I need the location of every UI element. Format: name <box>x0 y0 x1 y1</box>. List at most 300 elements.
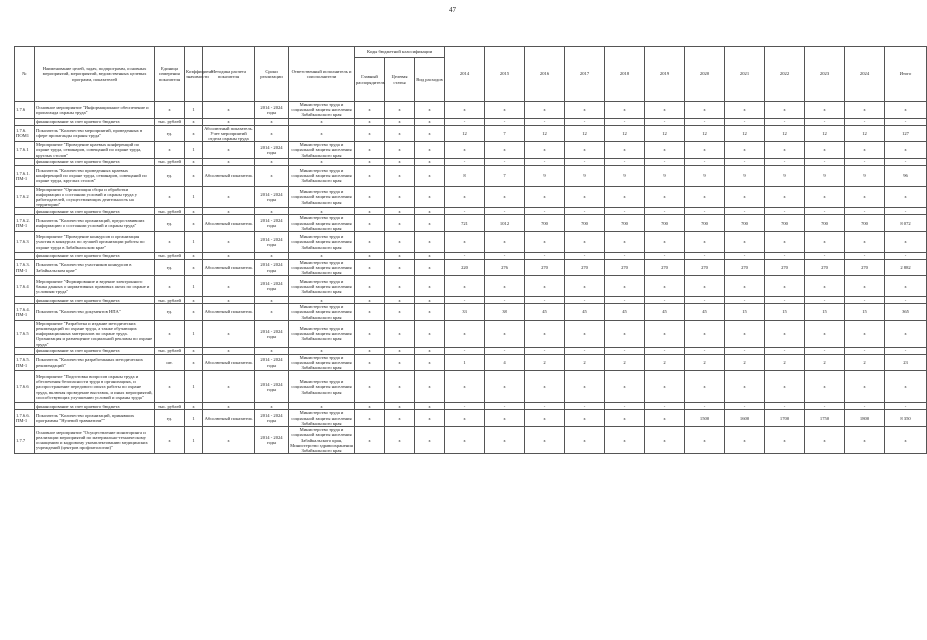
row-method: х <box>203 347 255 354</box>
row-coef: х <box>185 354 203 371</box>
row-kbk: х <box>385 215 415 232</box>
row-unit: тыс. рублей <box>155 252 185 259</box>
row-year-value: х <box>845 142 885 159</box>
row-year-value: 270 <box>565 259 605 276</box>
row-year-value: х <box>445 320 485 347</box>
row-year-value: х <box>445 102 485 119</box>
row-kbk: х <box>415 354 445 371</box>
row-year-value: - <box>445 252 485 259</box>
table-row <box>15 186 927 208</box>
row-kbk: х <box>355 102 385 119</box>
row-year-value: х <box>765 320 805 347</box>
row-method: Абсолютный показатель <box>203 354 255 371</box>
row-year-value: 12 <box>565 125 605 142</box>
row-unit: ед. <box>155 215 185 232</box>
header-coef: Коэффициент значимости <box>185 47 203 102</box>
row-year-value: 8 <box>445 165 485 186</box>
row-number: 1.7.6.4 <box>15 276 35 297</box>
row-year-value: 9 <box>645 165 685 186</box>
row-unit: тыс. рублей <box>155 297 185 304</box>
row-year-value: 700 <box>805 215 845 232</box>
row-year-value: 9 <box>525 165 565 186</box>
row-year-value: 9 <box>565 165 605 186</box>
header-year: 2016 <box>525 47 565 102</box>
row-year-value: - <box>565 403 605 410</box>
row-number: 1.7.6.1. ПМ-1 <box>15 165 35 186</box>
row-year-value: х <box>725 142 765 159</box>
row-year-value: х <box>645 320 685 347</box>
row-kbk: х <box>355 118 385 125</box>
header-num: № <box>15 47 35 102</box>
row-year-value: х <box>565 142 605 159</box>
row-name: Показатель "Количество проведенных краевых конференций по охране труда, семинаров, совещаний по охране труда, круглых столов" <box>35 165 155 186</box>
row-kbk: х <box>415 186 445 208</box>
row-year-value: 12 <box>445 125 485 142</box>
table-row <box>15 354 927 371</box>
row-kbk: х <box>415 304 445 321</box>
row-name: финансирование за счет краевого бюджета <box>35 347 155 354</box>
row-coef: 1 <box>185 410 203 427</box>
row-year-value: х <box>685 232 725 253</box>
header-year: 2022 <box>765 47 805 102</box>
row-year-value: 1700 <box>765 410 805 427</box>
row-coef: 1 <box>185 186 203 208</box>
row-year-value: х <box>765 276 805 297</box>
row-year-value: 700 <box>525 215 565 232</box>
row-method: х <box>203 118 255 125</box>
row-year-value: х <box>685 186 725 208</box>
row-year-value: - <box>565 158 605 165</box>
row-year-value: х <box>605 410 645 427</box>
row-year-value: х <box>845 427 885 454</box>
row-year-value: х <box>445 232 485 253</box>
row-name: Показатель "Количество мероприятий, проведенных в сфере пропаганды охраны труда" <box>35 125 155 142</box>
row-name: Мероприятие "Формирование и ведение электронного банка данных о нормативных правовых актах по охране и условиям труда" <box>35 276 155 297</box>
row-number: 1.7.6 <box>15 102 35 119</box>
row-kbk: х <box>415 118 445 125</box>
row-year-value: х <box>525 232 565 253</box>
row-year-value: х <box>565 410 605 427</box>
row-year-value: х <box>525 410 565 427</box>
row-year-value: х <box>525 186 565 208</box>
row-kbk: х <box>385 304 415 321</box>
row-year-value: - <box>845 347 885 354</box>
header-row-1 <box>15 47 927 58</box>
row-executor: х <box>289 158 355 165</box>
row-year-value: 270 <box>685 259 725 276</box>
row-unit: х <box>155 102 185 119</box>
row-total: 96 <box>885 165 927 186</box>
row-year-value: - <box>525 158 565 165</box>
row-year-value: - <box>485 403 525 410</box>
row-kbk: х <box>385 208 415 215</box>
row-year-value: х <box>605 427 645 454</box>
row-kbk: х <box>355 215 385 232</box>
row-year-value: - <box>645 158 685 165</box>
row-total: 365 <box>885 304 927 321</box>
row-kbk: х <box>385 403 415 410</box>
row-year-value: 9 <box>845 165 885 186</box>
row-year-value: 700 <box>765 215 805 232</box>
header-kbk-article: Целевая статья <box>385 58 415 102</box>
row-year-value: - <box>805 297 845 304</box>
row-year-value: х <box>525 142 565 159</box>
row-name: финансирование за счет краевого бюджета <box>35 252 155 259</box>
row-year-value: - <box>645 403 685 410</box>
row-year-value: - <box>645 208 685 215</box>
row-year-value: - <box>805 252 845 259</box>
header-method: Методика расчета показателя <box>203 47 255 102</box>
row-kbk: х <box>355 259 385 276</box>
row-year-value: х <box>805 371 845 403</box>
row-year-value: х <box>485 102 525 119</box>
row-kbk: х <box>385 186 415 208</box>
row-terms: х <box>255 125 289 142</box>
table-row <box>15 232 927 253</box>
row-year-value: х <box>805 102 845 119</box>
row-year-value: 721 <box>445 215 485 232</box>
row-year-value: - <box>685 252 725 259</box>
row-year-value: 2 <box>765 354 805 371</box>
row-method: х <box>203 142 255 159</box>
row-total: 8 350 <box>885 410 927 427</box>
row-total: х <box>885 232 927 253</box>
row-kbk: х <box>385 158 415 165</box>
row-terms: х <box>255 118 289 125</box>
row-year-value: 700 <box>565 215 605 232</box>
row-year-value: 12 <box>805 125 845 142</box>
row-year-value: х <box>565 276 605 297</box>
row-total: - <box>885 208 927 215</box>
row-year-value: - <box>805 208 845 215</box>
row-year-value: 15 <box>725 304 765 321</box>
row-year-value: 700 <box>645 215 685 232</box>
row-year-value: 9 <box>605 165 645 186</box>
row-year-value: х <box>605 276 645 297</box>
row-executor: Министерство труда и социальной защиты населения Забайкальского края <box>289 304 355 321</box>
row-year-value: 2 <box>805 354 845 371</box>
row-unit: х <box>155 232 185 253</box>
row-year-value: - <box>765 347 805 354</box>
row-name: Основное мероприятие "Осуществление мониторинга и реализации мероприятий по материально-техническому оснащению и кадровому укомплектованию медицинских учреждений (центров профпатологии)" <box>35 427 155 454</box>
row-kbk: х <box>385 354 415 371</box>
row-year-value: - <box>565 118 605 125</box>
row-year-value: - <box>685 208 725 215</box>
row-terms: 2014 - 2024 годы <box>255 410 289 427</box>
row-year-value: х <box>725 102 765 119</box>
row-year-value: - <box>685 403 725 410</box>
row-coef: 1 <box>185 427 203 454</box>
row-year-value: х <box>525 102 565 119</box>
row-year-value: 1600 <box>725 410 765 427</box>
row-year-value: - <box>485 347 525 354</box>
row-year-value: - <box>525 252 565 259</box>
row-year-value: - <box>685 297 725 304</box>
row-year-value: 270 <box>845 259 885 276</box>
row-year-value: х <box>645 102 685 119</box>
row-year-value: - <box>845 118 885 125</box>
row-year-value: 1800 <box>845 410 885 427</box>
row-unit: ед. <box>155 125 185 142</box>
row-kbk: х <box>415 276 445 297</box>
row-year-value: х <box>685 142 725 159</box>
row-kbk: х <box>355 427 385 454</box>
row-total: - <box>885 158 927 165</box>
row-year-value: х <box>525 276 565 297</box>
table-row <box>15 304 927 321</box>
row-year-value: - <box>565 297 605 304</box>
row-year-value: х <box>845 320 885 347</box>
row-kbk: х <box>355 403 385 410</box>
row-terms: х <box>255 208 289 215</box>
row-kbk: х <box>415 410 445 427</box>
header-name: Наименование целей, задач, подпрограмм, основных мероприятий, мероприятий, ведомственных целевых программ, показателей <box>35 47 155 102</box>
row-year-value: х <box>565 186 605 208</box>
table-row <box>15 215 927 232</box>
row-terms: х <box>255 347 289 354</box>
row-year-value: х <box>725 186 765 208</box>
header-executor: Ответственный исполнитель и соисполнители <box>289 47 355 102</box>
row-number <box>15 347 35 354</box>
row-method: х <box>203 208 255 215</box>
header-total: Итого <box>885 47 927 102</box>
row-kbk: х <box>355 320 385 347</box>
row-unit: тыс. рублей <box>155 158 185 165</box>
row-executor: х <box>289 252 355 259</box>
row-year-value: х <box>565 427 605 454</box>
row-year-value: - <box>445 208 485 215</box>
row-year-value: - <box>445 347 485 354</box>
row-year-value: 12 <box>725 125 765 142</box>
table-row <box>15 276 927 297</box>
row-method: Абсолютный показатель. Учет мероприятий отдела охраны труда <box>204 125 253 142</box>
row-year-value: х <box>645 142 685 159</box>
row-year-value: 2 <box>845 354 885 371</box>
row-terms: 2014 - 2024 годы <box>255 232 289 253</box>
row-year-value: - <box>605 118 645 125</box>
row-year-value: х <box>605 102 645 119</box>
row-year-value: х <box>645 410 685 427</box>
row-total: - <box>885 252 927 259</box>
row-unit: х <box>155 371 185 403</box>
row-year-value: - <box>805 118 845 125</box>
row-method: х <box>203 276 255 297</box>
row-executor: Министерство труда и социальной защиты населения Забайкальского края <box>289 215 355 232</box>
row-year-value: 700 <box>845 215 885 232</box>
row-year-value: 15 <box>765 304 805 321</box>
row-coef: х <box>185 259 203 276</box>
row-year-value: - <box>645 297 685 304</box>
row-terms: х <box>255 165 289 186</box>
row-year-value: 12 <box>525 125 565 142</box>
row-terms: х <box>255 304 289 321</box>
table-row <box>15 118 927 125</box>
header-kbk-type: Вид расходов <box>415 58 445 102</box>
row-terms: 2014 - 2024 годы <box>255 320 289 347</box>
row-kbk: х <box>415 215 445 232</box>
row-year-value: 9 <box>765 165 805 186</box>
row-kbk: х <box>385 118 415 125</box>
row-name: финансирование за счет краевого бюджета <box>35 118 155 125</box>
row-coef: х <box>185 118 203 125</box>
row-executor: Министерство труда и социальной защиты населения Забайкальского края, Министерство здравоохранения Забайкальского края <box>290 427 353 453</box>
table-row <box>15 347 927 354</box>
row-year-value: х <box>685 102 725 119</box>
row-method: х <box>203 102 255 119</box>
header-year: 2017 <box>565 47 605 102</box>
row-year-value: 33 <box>445 304 485 321</box>
row-terms: 2014 - 2024 годы <box>255 427 289 454</box>
row-year-value: х <box>845 186 885 208</box>
row-year-value: х <box>645 232 685 253</box>
row-number <box>15 158 35 165</box>
row-year-value: х <box>725 320 765 347</box>
row-terms: х <box>255 297 289 304</box>
row-unit: х <box>155 320 185 347</box>
row-year-value: х <box>525 320 565 347</box>
row-year-value: х <box>685 427 725 454</box>
row-year-value: - <box>485 297 525 304</box>
row-coef: х <box>185 347 203 354</box>
table-row <box>15 208 927 215</box>
row-year-value: 270 <box>765 259 805 276</box>
row-kbk: х <box>385 259 415 276</box>
row-year-value: - <box>525 347 565 354</box>
header-kbk-gr: Главный распорядитель <box>355 58 385 102</box>
row-year-value: - <box>845 403 885 410</box>
row-unit: ед. <box>155 259 185 276</box>
row-unit: ед. <box>155 165 185 186</box>
row-year-value: - <box>805 403 845 410</box>
row-year-value: 220 <box>445 259 485 276</box>
row-terms: 2014 - 2024 годы <box>255 215 289 232</box>
row-total: х <box>885 427 927 454</box>
row-year-value: - <box>645 347 685 354</box>
row-name: Мероприятие "Проведение конкурсов и организация участия в конкурсах по лучшей организации работы по охране труда в Забайкальском крае" <box>35 232 155 253</box>
row-executor: Министерство труда и социальной защиты населения Забайкальского края <box>289 232 355 253</box>
row-method: х <box>203 403 255 410</box>
row-kbk: х <box>385 125 415 142</box>
row-year-value: х <box>845 371 885 403</box>
row-total: - <box>885 403 927 410</box>
row-kbk: х <box>355 297 385 304</box>
row-total: - <box>885 347 927 354</box>
row-year-value: х <box>765 102 805 119</box>
row-method: х <box>203 297 255 304</box>
row-method: Абсолютный показатель <box>203 259 255 276</box>
row-year-value: - <box>765 118 805 125</box>
row-year-value: 45 <box>605 304 645 321</box>
header-kbk-group: Коды бюджетной классификации <box>355 47 445 58</box>
row-total: х <box>885 276 927 297</box>
row-coef: х <box>185 403 203 410</box>
header-year: 2015 <box>485 47 525 102</box>
row-year-value: х <box>485 232 525 253</box>
row-number: 1.7.6.6. ПМ-1 <box>15 410 35 427</box>
row-year-value: - <box>725 297 765 304</box>
row-total: х <box>885 320 927 347</box>
row-kbk: х <box>355 125 385 142</box>
row-year-value: х <box>565 232 605 253</box>
row-executor: Министерство труда и социальной защиты населения Забайкальского края <box>289 165 355 186</box>
row-year-value: х <box>765 427 805 454</box>
table-row <box>15 165 927 186</box>
row-kbk: х <box>385 371 415 403</box>
row-kbk: х <box>385 427 415 454</box>
row-coef: 1 <box>185 102 203 119</box>
row-year-value: х <box>725 232 765 253</box>
row-total: х <box>885 186 927 208</box>
row-number: 1.7.7 <box>15 427 35 454</box>
row-year-value: х <box>605 320 645 347</box>
row-year-value: х <box>805 276 845 297</box>
row-year-value: х <box>845 276 885 297</box>
row-kbk: х <box>385 252 415 259</box>
row-year-value: - <box>605 403 645 410</box>
row-kbk: х <box>355 304 385 321</box>
row-executor: Министерство труда и социальной защиты населения Забайкальского края <box>289 276 355 297</box>
row-kbk: х <box>415 252 445 259</box>
row-kbk: х <box>415 102 445 119</box>
row-coef: 1 <box>185 371 203 403</box>
row-year-value: 12 <box>845 125 885 142</box>
row-number <box>15 297 35 304</box>
row-executor: х <box>289 403 355 410</box>
row-year-value: х <box>645 276 685 297</box>
header-year: 2014 <box>445 47 485 102</box>
row-year-value: х <box>725 371 765 403</box>
row-unit: х <box>155 427 185 454</box>
row-total: 8 072 <box>885 215 927 232</box>
row-year-value: х <box>765 142 805 159</box>
row-year-value: 45 <box>685 304 725 321</box>
table-row <box>15 410 927 427</box>
row-year-value: х <box>645 371 685 403</box>
row-unit: ед. <box>155 410 185 427</box>
row-executor: Министерство труда и социальной защиты населения Забайкальского края <box>289 259 355 276</box>
row-kbk: х <box>385 232 415 253</box>
row-kbk: х <box>415 165 445 186</box>
row-year-value: 276 <box>485 259 525 276</box>
row-name: финансирование за счет краевого бюджета <box>35 297 155 304</box>
row-year-value: х <box>765 371 805 403</box>
table-row <box>15 427 927 454</box>
row-kbk: х <box>415 208 445 215</box>
row-executor: Министерство труда и социальной защиты населения Забайкальского края <box>289 186 355 208</box>
row-year-value: х <box>565 320 605 347</box>
row-year-value: 270 <box>645 259 685 276</box>
row-year-value: 700 <box>605 215 645 232</box>
row-kbk: х <box>415 427 445 454</box>
row-number: 1.7.6.3. ПМ-1 <box>15 259 35 276</box>
row-year-value: - <box>765 297 805 304</box>
row-year-value: х <box>845 102 885 119</box>
row-kbk: х <box>385 142 415 159</box>
row-coef: 1 <box>185 142 203 159</box>
row-year-value: - <box>565 252 605 259</box>
row-executor: Министерство труда и социальной защиты населения Забайкальского края <box>289 371 355 403</box>
row-kbk: х <box>385 347 415 354</box>
row-year-value: - <box>845 208 885 215</box>
row-unit: тыс. рублей <box>155 403 185 410</box>
row-year-value: 7 <box>485 125 525 142</box>
row-year-value: х <box>485 320 525 347</box>
row-year-value: - <box>445 118 485 125</box>
row-year-value: - <box>605 158 645 165</box>
table-row <box>15 320 927 347</box>
row-year-value: - <box>805 347 845 354</box>
row-name: Показатель "Количество организаций, принявших программы "Нулевой травматизм"" <box>35 410 155 427</box>
